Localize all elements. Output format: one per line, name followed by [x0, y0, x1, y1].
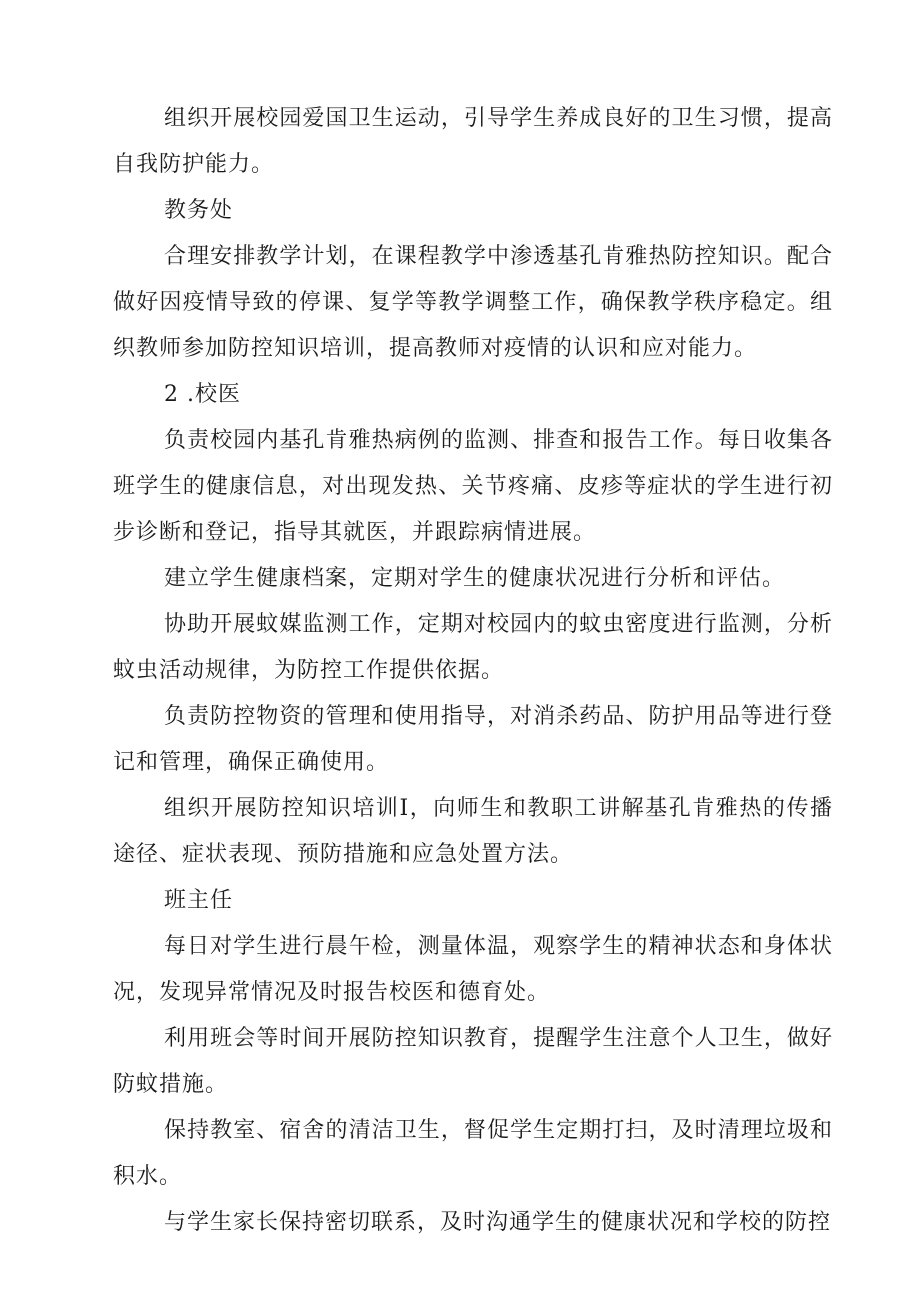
paragraph-teaching-plan: 合理安排教学计划，在课程教学中渗透基孔肯雅热防控知识。配合做好因疫情导致的停课、复学等教学调整工作，确保教学秩序稳定。组织教师参加防控知识培训，提高教师对疫情的认识和应对能力。	[113, 244, 833, 361]
paragraph-case-monitoring: 负责校园内基孔肯雅热病例的监测、排查和报告工作。每日收集各班学生的健康信息，对出现发热、关节疼痛、皮疹等症状的学生进行初步诊断和登记，指导其就医，并跟踪病情进展。	[113, 428, 833, 545]
paragraph-supplies-management: 负责防控物资的管理和使用指导，对消杀药品、防护用品等进行登记和管理，确保正确使用。	[113, 704, 833, 775]
paragraph-parent-contact: 与学生家长保持密切联系，及时沟通学生的健康状况和学校的防控	[164, 1210, 832, 1235]
section-heading-school-doctor: 2 .校医	[164, 382, 241, 407]
paragraph-mosquito-monitoring: 协助开展蚊媒监测工作，定期对校园内的蚊虫密度进行监测，分析蚊虫活动规律，为防控工作提供依据。	[113, 612, 833, 683]
paragraph-daily-checks: 每日对学生进行晨午检，测量体温，观察学生的精神状态和身体状况，发现异常情况及时报告校医和德育处。	[113, 934, 833, 1005]
paragraph-cleaning: 保持教室、宿舍的清洁卫生，督促学生定期打扫，及时清理垃圾和积水。	[113, 1118, 833, 1189]
section-heading-academic-affairs: 教务处	[164, 198, 234, 223]
paragraph-training: 组织开展防控知识培训I，向师生和教职工讲解基孔肯雅热的传播途径、症状表现、预防措施和应急处置方法。	[113, 796, 833, 867]
section-heading-head-teacher: 班主任	[164, 888, 234, 913]
paragraph-class-education: 利用班会等时间开展防控知识教育，提醒学生注意个人卫生，做好防蚊措施。	[113, 1026, 833, 1097]
paragraph-health-records: 建立学生健康档案，定期对学生的健康状况进行分析和评估。	[164, 566, 786, 591]
paragraph-hygiene-campaign: 组织开展校园爱国卫生运动，引导学生养成良好的卫生习惯，提高自我防护能力。	[113, 106, 833, 177]
document-body	[113, 96, 833, 1246]
